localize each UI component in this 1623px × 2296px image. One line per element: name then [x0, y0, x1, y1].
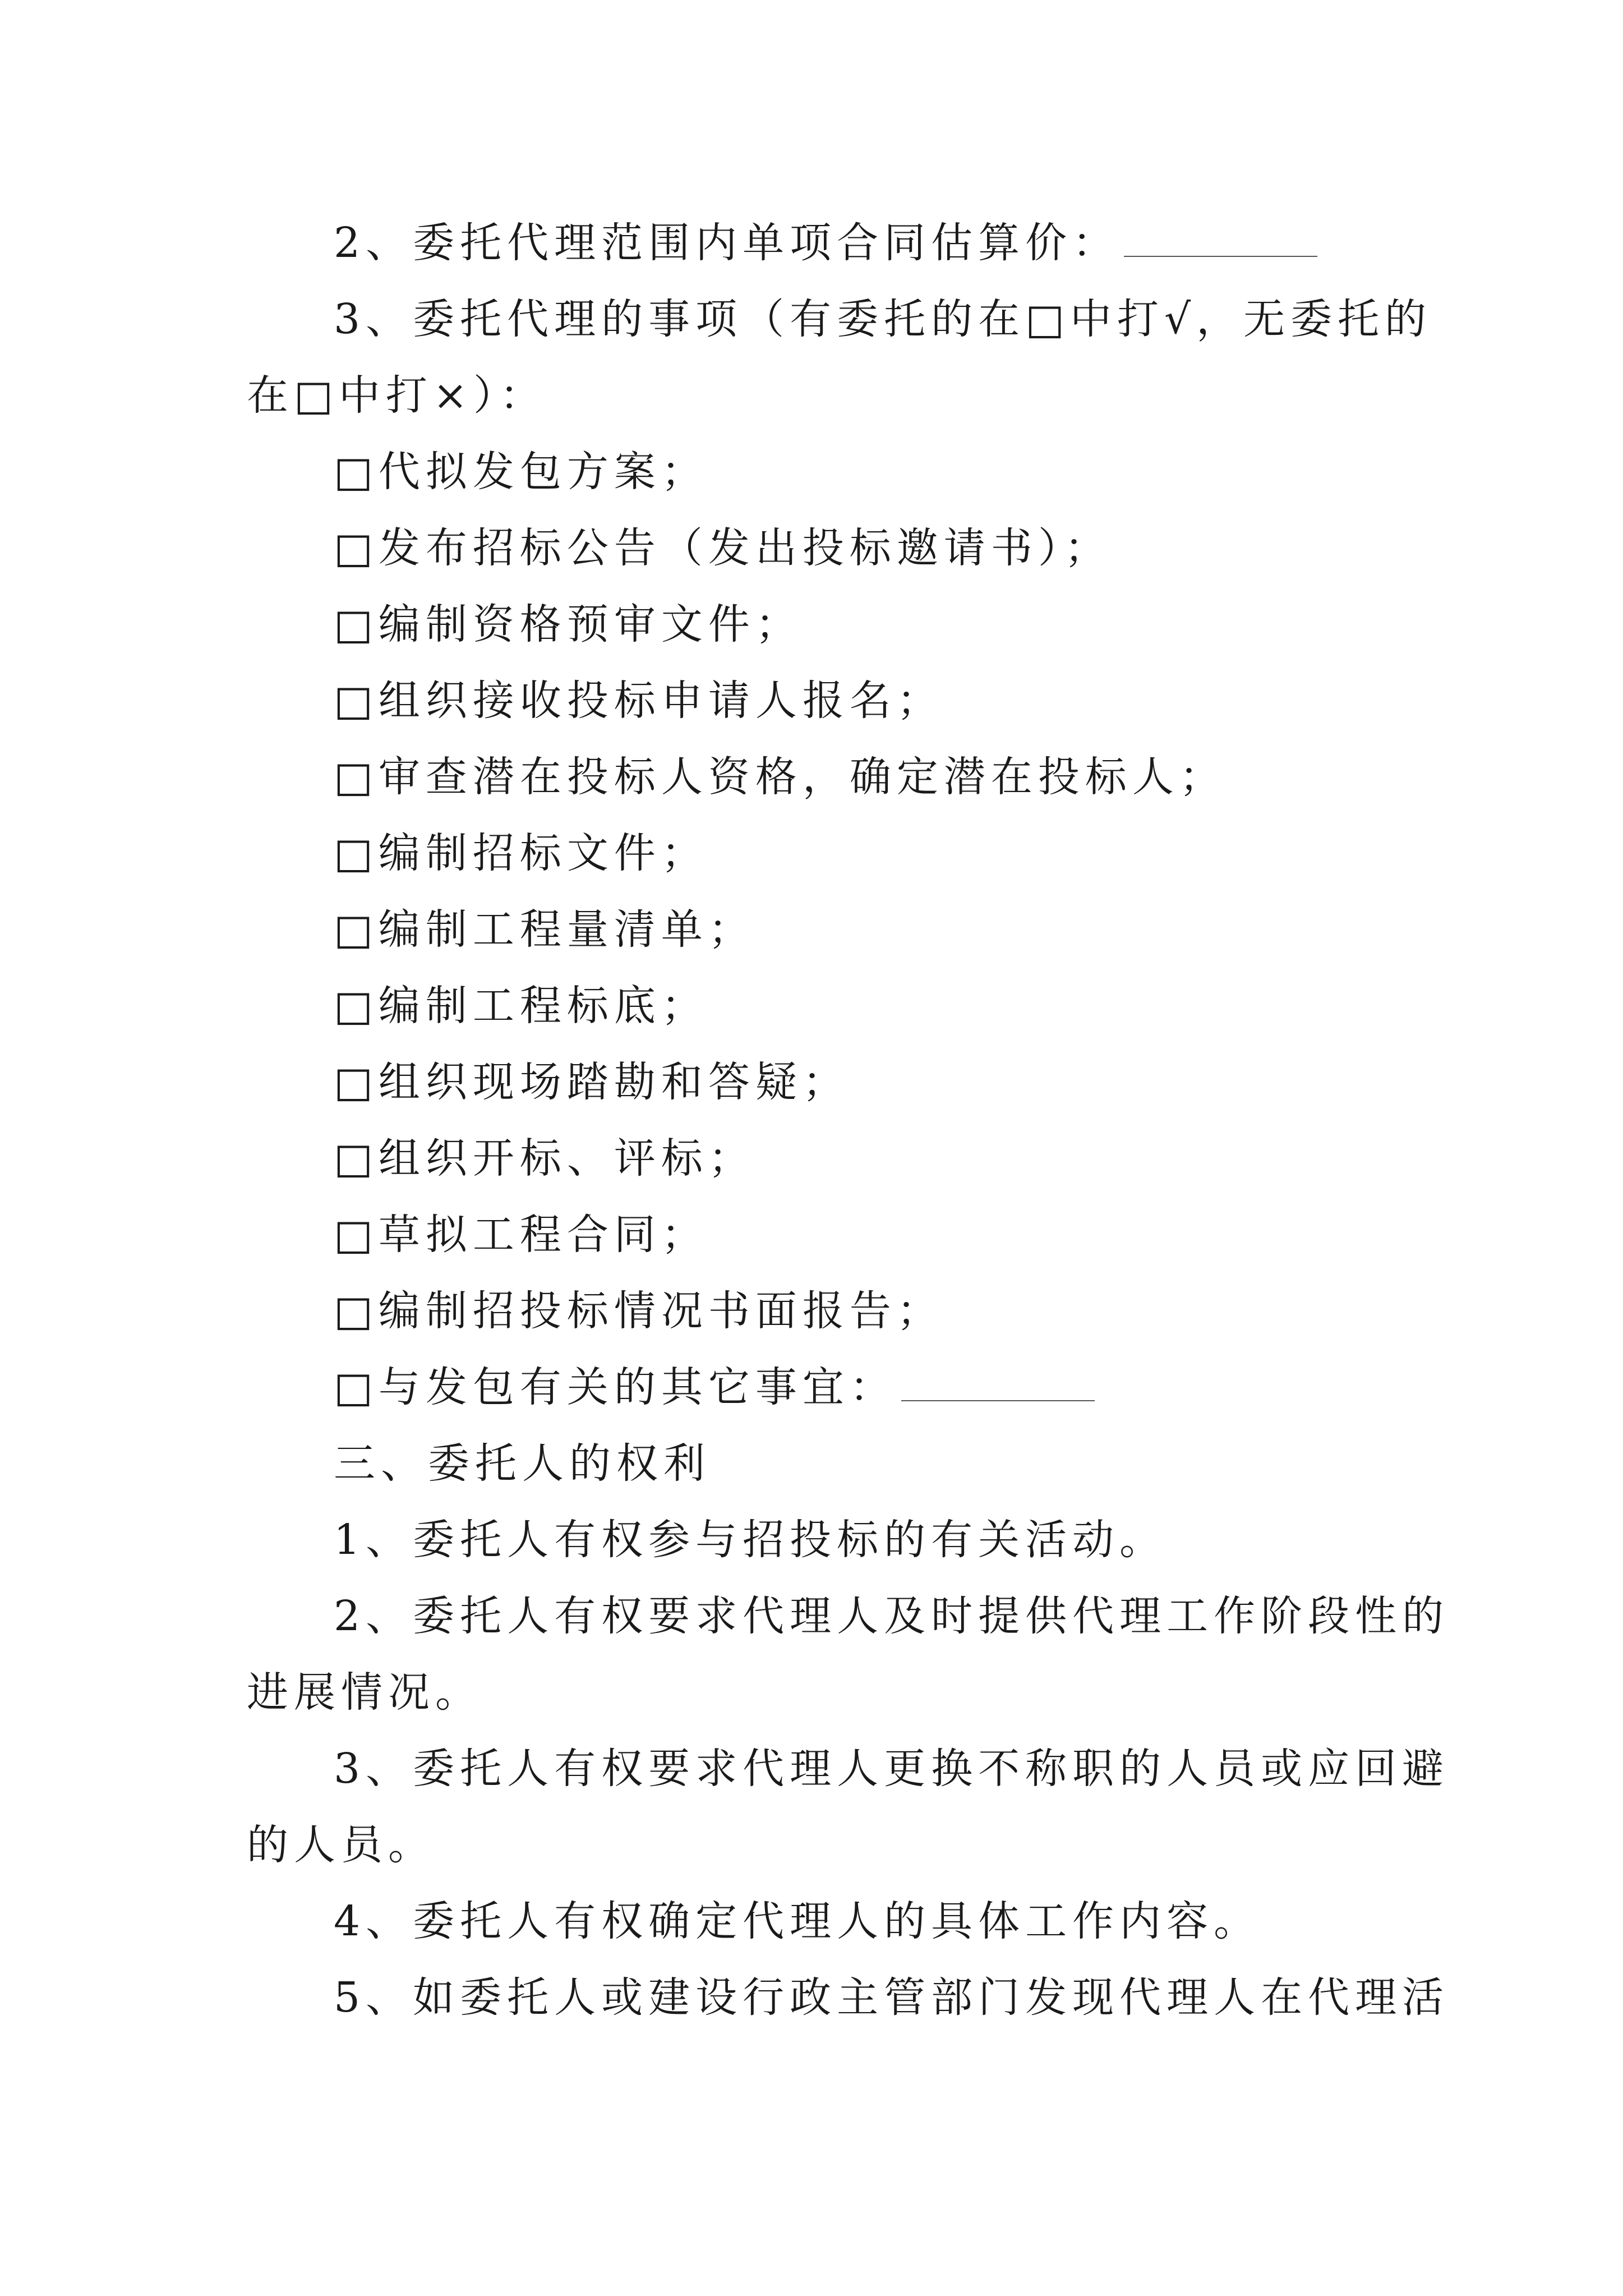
checklist-item: □编制招投标情况书面报告； [334, 1287, 944, 1335]
text-line: 4、委托人有权确定代理人的具体工作内容。 [334, 1897, 1261, 1945]
fill-in-blank [901, 1361, 1095, 1401]
checklist-item: □代拟发包方案； [334, 448, 708, 496]
text-line [334, 215, 1478, 271]
checklist-item: □草拟工程合同； [334, 1211, 708, 1259]
line-text: 2、委托代理范围内单项合同估算价： [334, 219, 1120, 267]
checklist-item: □编制工程标底； [334, 982, 708, 1030]
section-heading: 三、委托人的权利 [334, 1439, 711, 1488]
text-line: 进展情况。 [247, 1668, 482, 1717]
checklist-item: □审查潜在投标人资格，确定潜在投标人； [334, 753, 1227, 801]
text-line: 2、委托人有权要求代理人及时提供代理工作阶段性的 [334, 1592, 1450, 1640]
checklist-item [334, 1359, 1478, 1415]
text-line: 在□中打×）： [247, 371, 547, 420]
checklist-item: □组织开标、评标； [334, 1134, 755, 1182]
checklist-item: □编制招标文件； [334, 829, 708, 877]
checklist-item: □编制资格预审文件； [334, 600, 803, 648]
line-text: □与发包有关的其它事宜： [334, 1363, 897, 1411]
checklist-item: □组织现场踏勘和答疑； [334, 1058, 850, 1106]
checklist-item: □编制工程量清单； [334, 905, 755, 954]
text-line: 3、委托代理的事项（有委托的在□中打√，无委托的 [334, 295, 1432, 343]
text-line: 3、委托人有权要求代理人更换不称职的人员或应回避 [334, 1745, 1450, 1793]
checklist-item: □组织接收投标申请人报名； [334, 677, 944, 725]
text-line: 1、委托人有权参与招投标的有关活动。 [334, 1516, 1167, 1564]
checklist-item: □发布招标公告（发出投标邀请书）； [334, 524, 1112, 572]
text-line: 5、如委托人或建设行政主管部门发现代理人在代理活 [334, 1973, 1450, 2022]
fill-in-blank [1124, 217, 1317, 257]
text-line: 的人员。 [247, 1821, 435, 1869]
